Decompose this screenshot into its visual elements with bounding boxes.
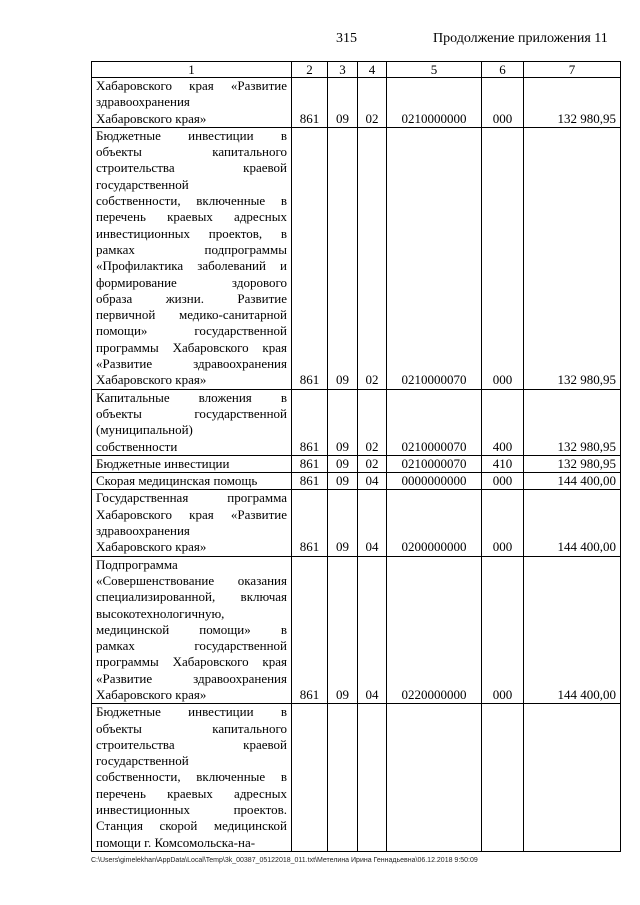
target-article-cell: 0220000000 <box>387 556 482 704</box>
row-description <box>92 389 292 455</box>
target-article-cell: 0210000070 <box>387 127 482 389</box>
description-line: образа жизни. Развитие <box>96 290 287 306</box>
subsection-code-cell: 04 <box>358 473 387 490</box>
description-line: строительства краевой <box>96 160 287 176</box>
subsection-code-cell <box>358 704 387 852</box>
expense-type-cell: 000 <box>482 473 524 490</box>
target-article-cell: 0200000000 <box>387 490 482 556</box>
description-line: «Развитие здравоохранения <box>96 670 287 686</box>
section-code-cell: 09 <box>328 473 358 490</box>
description-line: инвестиционных проектов, в <box>96 225 287 241</box>
column-header: 2 <box>292 62 328 78</box>
table-row <box>92 455 621 472</box>
description-line: Бюджетные инвестиции в <box>96 127 287 143</box>
description-line: программы Хабаровского края <box>96 339 287 355</box>
description-line: Хабаровского края «Развитие <box>96 506 287 522</box>
expense-type-cell <box>482 704 524 852</box>
description-line: «Совершенствование оказания <box>96 572 287 588</box>
column-header: 3 <box>328 62 358 78</box>
description-line: помощи г. Комсомольска-на- <box>96 834 256 850</box>
description-line: инвестиционных проектов. <box>96 802 287 818</box>
row-description <box>92 490 292 556</box>
description-line: Бюджетные инвестиции в <box>96 704 287 720</box>
row-description <box>92 455 292 472</box>
description-line: формирование здорового <box>96 274 287 290</box>
description-line: объекты капитального <box>96 144 287 160</box>
ministry-code-cell: 861 <box>292 455 328 472</box>
description-line: Хабаровского края» <box>96 372 207 388</box>
ministry-code-cell: 861 <box>292 389 328 455</box>
column-header: 4 <box>358 62 387 78</box>
description-line: Капитальные вложения в <box>96 389 287 405</box>
column-header: 6 <box>482 62 524 78</box>
table-row <box>92 127 621 389</box>
description-line: рамках подпрограммы <box>96 241 287 257</box>
row-description <box>92 127 292 389</box>
table-header-row <box>92 62 621 78</box>
ministry-code-cell: 861 <box>292 78 328 128</box>
description-line: Хабаровского края» <box>96 110 207 126</box>
subsection-code-cell: 02 <box>358 455 387 472</box>
column-header: 5 <box>387 62 482 78</box>
description-line: «Профилактика заболеваний и <box>96 258 287 274</box>
amount-cell <box>524 704 621 852</box>
description-line: здравоохранения <box>96 94 190 110</box>
row-description <box>92 556 292 704</box>
description-line: здравоохранения <box>96 523 190 539</box>
table-row <box>92 78 621 128</box>
target-article-cell: 0210000070 <box>387 389 482 455</box>
description-line: медицинской помощи» в <box>96 621 287 637</box>
amount-cell: 132 980,95 <box>524 78 621 128</box>
description-line: высокотехнологичную, <box>96 605 225 621</box>
description-line: Бюджетные инвестиции <box>96 455 230 471</box>
expense-type-cell: 400 <box>482 389 524 455</box>
section-code-cell: 09 <box>328 556 358 704</box>
expense-type-cell: 000 <box>482 78 524 128</box>
description-line: специализированной, включая <box>96 589 287 605</box>
description-line: рамках государственной <box>96 638 287 654</box>
table-row <box>92 556 621 704</box>
expense-type-cell: 000 <box>482 556 524 704</box>
ministry-code-cell: 861 <box>292 490 328 556</box>
expense-type-cell: 410 <box>482 455 524 472</box>
target-article-cell: 0210000070 <box>387 455 482 472</box>
target-article-cell: 0210000000 <box>387 78 482 128</box>
amount-cell: 144 400,00 <box>524 490 621 556</box>
appendix-table <box>91 61 621 852</box>
description-line: объекты капитального <box>96 720 287 736</box>
section-code-cell: 09 <box>328 389 358 455</box>
description-line: «Развитие здравоохранения <box>96 356 287 372</box>
subsection-code-cell: 04 <box>358 556 387 704</box>
description-line: перечень краевых адресных <box>96 209 287 225</box>
row-description <box>92 473 292 490</box>
description-line: Хабаровского края» <box>96 539 207 555</box>
description-line: программы Хабаровского края <box>96 654 287 670</box>
table-row <box>92 704 621 852</box>
description-line: Хабаровского края» <box>96 686 207 702</box>
ministry-code-cell: 861 <box>292 127 328 389</box>
target-article-cell <box>387 704 482 852</box>
description-line: собственности, включенные в <box>96 769 287 785</box>
file-path-footer: C:\Users\gimelekhan\AppData\Local\Temp\3k_00387_05122018_011.txt\Метелина Ирина Геннадьевна\06.12.2018 9:50:09 <box>91 857 478 864</box>
description-line: Станция скорой медицинской <box>96 818 287 834</box>
description-line: Государственная программа <box>96 490 287 506</box>
table-row <box>92 490 621 556</box>
ministry-code-cell <box>292 704 328 852</box>
page-number: 315 <box>336 31 357 46</box>
amount-cell: 132 980,95 <box>524 389 621 455</box>
subsection-code-cell: 02 <box>358 127 387 389</box>
subsection-code-cell: 02 <box>358 389 387 455</box>
description-line: строительства краевой <box>96 736 287 752</box>
description-line: Хабаровского края «Развитие <box>96 78 287 93</box>
expense-type-cell: 000 <box>482 490 524 556</box>
section-code-cell: 09 <box>328 78 358 128</box>
amount-cell: 144 400,00 <box>524 556 621 704</box>
description-line: собственности <box>96 438 178 454</box>
description-line: помощи» государственной <box>96 323 287 339</box>
table-row <box>92 389 621 455</box>
description-line: Подпрограмма <box>96 556 178 572</box>
table-row <box>92 473 621 490</box>
description-line: собственности, включенные в <box>96 193 287 209</box>
description-line: государственной <box>96 753 189 769</box>
section-code-cell <box>328 704 358 852</box>
description-line: перечень краевых адресных <box>96 785 287 801</box>
description-line: объекты государственной <box>96 405 287 421</box>
subsection-code-cell: 02 <box>358 78 387 128</box>
amount-cell: 144 400,00 <box>524 473 621 490</box>
ministry-code-cell: 861 <box>292 556 328 704</box>
amount-cell: 132 980,95 <box>524 127 621 389</box>
row-description <box>92 704 292 852</box>
row-description <box>92 78 292 128</box>
description-line: первичной медико-санитарной <box>96 307 287 323</box>
column-header: 7 <box>524 62 621 78</box>
description-line: (муниципальной) <box>96 422 193 438</box>
column-header: 1 <box>92 62 292 78</box>
description-line: Скорая медицинская помощь <box>96 473 258 489</box>
target-article-cell: 0000000000 <box>387 473 482 490</box>
running-title: Продолжение приложения 11 <box>433 31 608 46</box>
amount-cell: 132 980,95 <box>524 455 621 472</box>
section-code-cell: 09 <box>328 455 358 472</box>
subsection-code-cell: 04 <box>358 490 387 556</box>
section-code-cell: 09 <box>328 127 358 389</box>
expense-type-cell: 000 <box>482 127 524 389</box>
section-code-cell: 09 <box>328 490 358 556</box>
description-line: государственной <box>96 176 189 192</box>
ministry-code-cell: 861 <box>292 473 328 490</box>
